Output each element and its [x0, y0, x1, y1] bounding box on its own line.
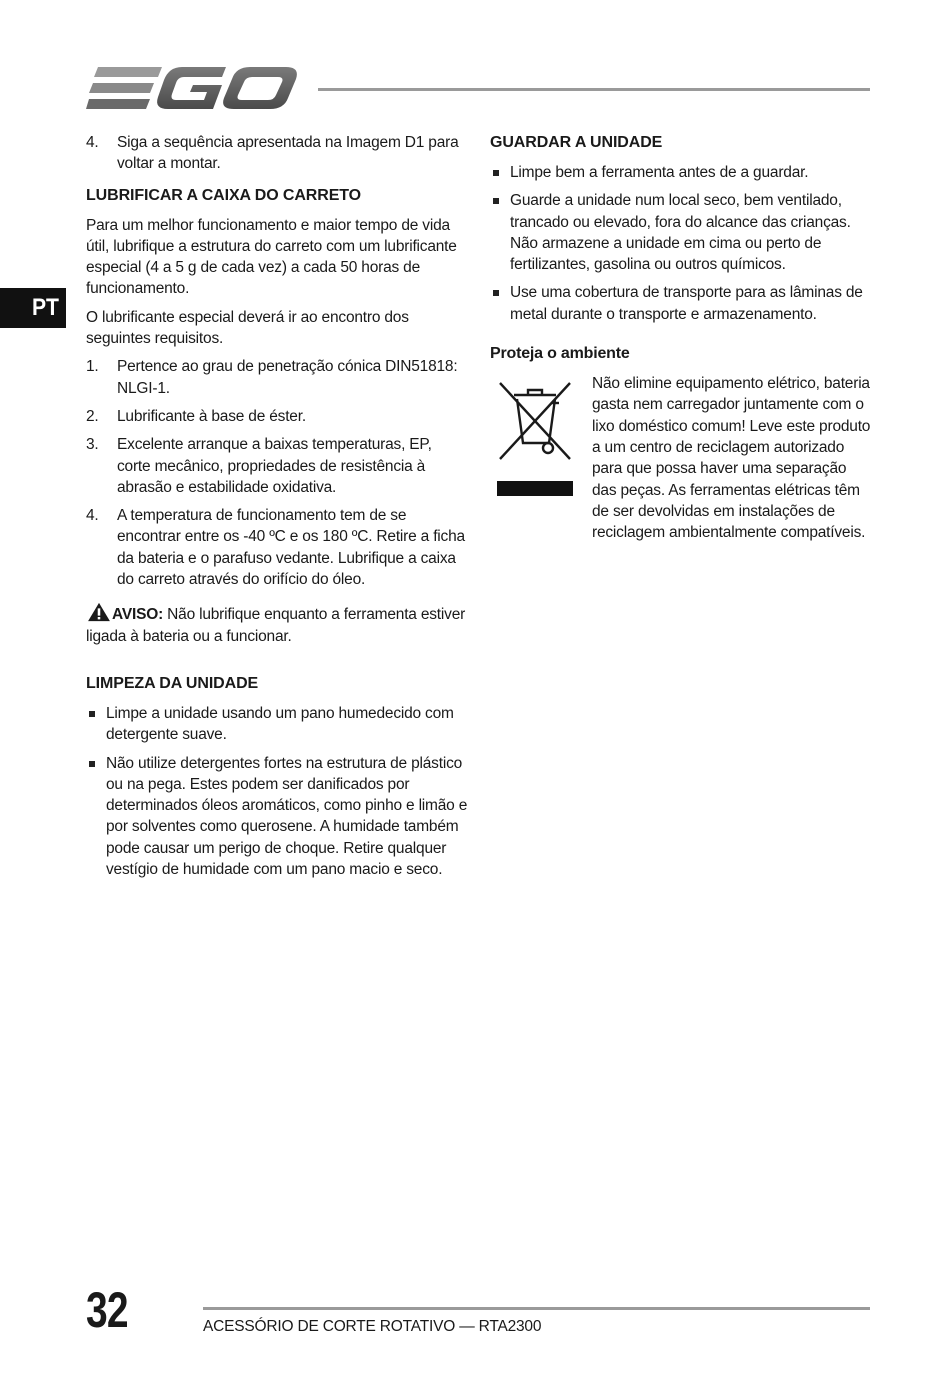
list-text: Lubrificante à base de éster. [117, 407, 306, 425]
warning-text: Não lubrifique enquanto a ferramenta estiver ligada à bateria ou a funcionar. [86, 606, 466, 645]
list-text: Pertence ao grau de penetração cónica DIN51818: NLGI-1. [117, 358, 458, 397]
list-item [86, 132, 468, 175]
left-column [86, 132, 468, 887]
page-number: 32 [86, 1282, 128, 1338]
list-number: 4. [86, 507, 99, 525]
list-item: Use uma cobertura de transporte para as lâminas de metal durante o transporte e armazenamento. [490, 282, 874, 325]
ego-logo-icon [86, 64, 298, 112]
warning-notice [86, 602, 468, 647]
list-text: Siga a sequência apresentada na Imagem D1 para voltar a montar. [117, 134, 459, 173]
list-number: 4. [86, 134, 99, 151]
environment-section [490, 373, 874, 543]
storage-list [490, 162, 874, 325]
list-number: 1. [86, 358, 99, 376]
cleaning-list [86, 703, 468, 880]
environment-text: Não elimine equipamento elétrico, bateria gasta nem carregador juntamente com o lixo doméstico comum! Leve este produto a um centro de reciclagem autorizado para que possa haver uma separação das peças. As ferramentas elétricas têm de ser devolvidas em instalações de reciclagem ambientalmente compatíveis. [592, 375, 871, 542]
language-tab: PT [0, 288, 66, 328]
list-item: Limpe bem a ferramenta antes de a guardar. [490, 162, 874, 183]
cleaning-heading: LIMPEZA DA UNIDADE [86, 674, 259, 692]
warning-label: AVISO: [112, 606, 164, 624]
list-text: A temperatura de funcionamento tem de se encontrar entre os -40 ºC e os 180 ºC. Retire a ficha da bateria e o parafuso vedante. Lubrifique a caixa do carreto através do orifício do óleo. [117, 507, 465, 589]
list-item [86, 406, 468, 427]
list-item: Guarde a unidade num local seco, bem ventilado, trancado ou elevado, fora do alcance das crianças. Não armazene a unidade em cima ou perto de fertilizantes, gasolina ou outros químicos. [490, 190, 874, 275]
list-number: 2. [86, 407, 99, 425]
reassembly-step-list [86, 132, 468, 175]
warning-triangle-icon [86, 602, 112, 622]
list-item: Limpe a unidade usando um pano humedecido com detergente suave. [86, 703, 468, 746]
list-item: Não utilize detergentes fortes na estrutura de plástico ou na pega. Estes podem ser danificados por determinados óleos aromáticos, como pinho e limão e por solventes como querosene. A humidade também pode causar um perigo de choque. Retire qualquer vestígio de humidade com um pano macio e seco. [86, 753, 468, 881]
storage-heading: GUARDAR A UNIDADE [490, 134, 663, 151]
lubricant-requirements-list [86, 356, 468, 590]
environment-heading: Proteja o ambiente [490, 345, 630, 363]
crossed-out-wheelie-bin-icon [490, 373, 580, 499]
lubrication-heading: LUBRIFICAR A CAIXA DO CARRETO [86, 186, 362, 204]
list-item [86, 434, 468, 498]
lubrication-paragraph-1: Para um melhor funcionamento e maior tempo de vida útil, lubrifique a estrutura do carreto com um lubrificante especial (4 a 5 g de cada vez) a cada 50 horas de funcionamento. [86, 216, 457, 298]
header-rule [318, 88, 870, 91]
footer-rule [203, 1307, 870, 1310]
list-text: Excelente arranque a baixas temperaturas, EP, corte mecânico, propriedades de resistência à abrasão e estabilidade oxidativa. [117, 436, 432, 496]
right-column [490, 132, 874, 543]
lubrication-paragraph-2: O lubrificante especial deverá ir ao encontro dos seguintes requisitos. [86, 308, 409, 348]
list-number: 3. [86, 436, 99, 454]
list-item [86, 505, 468, 590]
footer-title: ACESSÓRIO DE CORTE ROTATIVO — RTA2300 [203, 1318, 542, 1335]
list-item [86, 356, 468, 399]
